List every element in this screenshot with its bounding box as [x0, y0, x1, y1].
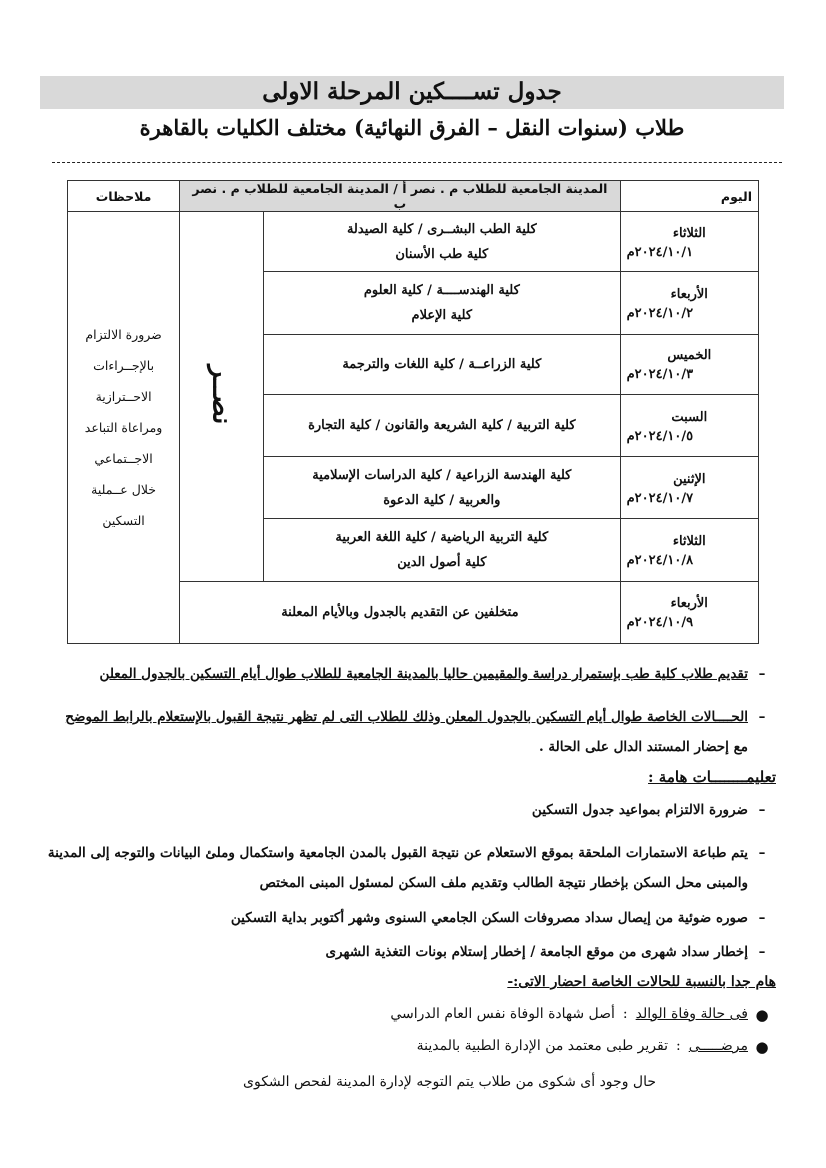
dash-bullet: –	[758, 709, 766, 725]
special-item	[46, 1038, 776, 1056]
colleges-cell	[264, 212, 621, 272]
special-sep: :	[675, 1038, 681, 1054]
special-heading-text: هام جدا بالنسبة للحالات الخاصة احضار الاتى:-	[507, 974, 776, 990]
dash-bullet: –	[758, 802, 766, 818]
dash-bullet: –	[758, 845, 766, 861]
header-notes: ملاحظات	[68, 181, 180, 212]
day-name: الأربعاء	[670, 287, 708, 302]
special-item	[46, 1006, 776, 1024]
day-date: ٢٠٢٤/١٠/١م	[626, 244, 694, 260]
day-cell	[620, 272, 758, 334]
day-date: ٢٠٢٤/١٠/٩م	[626, 615, 694, 631]
special-label: مرضـــــى	[688, 1038, 748, 1054]
note-p1	[46, 666, 776, 682]
colleges-cell	[264, 457, 621, 519]
notes-line: ومراعاة التباعد	[84, 420, 163, 436]
college-line: والعربية / كلية الدعوة	[383, 492, 501, 508]
instruction-item	[46, 910, 776, 926]
instruction-text: ضرورة الالتزام بمواعيد جدول التسكين	[531, 802, 748, 818]
schedule-table	[67, 180, 759, 644]
page-subtitle: طلاب (سنوات النقل – الفرق النهائية) مختلف الكليات بالقاهرة	[139, 115, 685, 140]
college-line: متخلفين عن التقديم بالجدول وبالأيام المعلنة	[281, 604, 519, 620]
college-line: كلية الطب البشــرى / كلية الصيدلة	[346, 221, 537, 237]
day-name: الإثنين	[673, 471, 706, 487]
college-line: كلية الإعلام	[411, 308, 473, 323]
day-name: السبت	[671, 409, 708, 425]
notes-line: خلال عــملية	[91, 482, 157, 498]
notes-line: الاحــترازية	[95, 389, 152, 405]
day-date: ٢٠٢٤/١٠/٧م	[626, 490, 694, 506]
notes-line: ضرورة الالتزام	[85, 327, 162, 343]
special-value: أصل شهادة الوفاة نفس العام الدراسي	[390, 1006, 615, 1022]
instruction-text: يتم طباعة الاستمارات الملحقة بموقع الاستعلام عن نتيجة القبول بالمدن الجامعية واستكمال وملئ البيانات والتوجه إلى المدينة والمبنى محل السكن بإخطار نتيجة الطالب وتقديم ملف السكن لمسئول المبنى المختص	[47, 845, 748, 891]
instruction-item	[46, 802, 776, 818]
day-name: الخميس	[667, 348, 712, 364]
colleges-cell	[264, 334, 621, 394]
nasr-cell	[180, 212, 264, 582]
day-cell	[620, 334, 758, 394]
college-line: كلية طب الأسنان	[395, 246, 489, 262]
notes-cell	[68, 212, 180, 644]
colleges-cell	[264, 394, 621, 456]
table-header-row	[68, 181, 759, 212]
college-line: كلية التربية / كلية الشريعة والقانون / كلية التجارة	[308, 418, 576, 434]
day-cell	[620, 212, 758, 272]
day-name: الأربعاء	[670, 596, 708, 612]
instruction-text: صوره ضوئية من إيصال سداد مصروفات السكن الجامعي السنوى وشهر أكتوبر بداية التسكين	[230, 910, 748, 926]
instruction-text: إخطار سداد شهرى من موقع الجامعة / إخطار إستلام بونات التغذية الشهرى	[325, 944, 748, 960]
day-cell	[620, 581, 758, 643]
day-cell	[620, 457, 758, 519]
college-line: كلية الهندســــة / كلية العلوم	[363, 283, 520, 298]
day-date: ٢٠٢٤/١٠/٥م	[626, 428, 694, 444]
notes-line: التسكين	[102, 513, 145, 529]
college-line: كلية الهندسة الزراعية / كلية الدراسات الإسلامية	[312, 467, 572, 483]
dash-bullet: –	[758, 666, 766, 682]
college-line: كلية الزراعــة / كلية اللغات والترجمة	[342, 356, 542, 372]
header-city: المدينة الجامعية للطلاب م . نصر أ / المدينة الجامعية للطلاب م . نصر ب	[180, 181, 620, 212]
page-title: جدول تســــكين المرحلة الاولى	[262, 78, 562, 105]
college-line: كلية أصول الدين	[397, 555, 487, 571]
instructions-heading-text: تعليمــــــــات هامة :	[648, 768, 776, 786]
day-name: الثلاثاء	[672, 534, 706, 550]
colleges-cell	[180, 581, 620, 643]
note-text: الحــــالات الخاصة طوال أيام التسكين بالجدول المعلن وذلك للطلاب التى لم تظهر نتيجة القبول بالإستعلام بالرابط الموضح	[65, 709, 748, 725]
instruction-item	[46, 944, 776, 960]
day-date: ٢٠٢٤/١٠/٢م	[626, 306, 694, 321]
note-text: تقديم طلاب كلية طب بإستمرار دراسة والمقيمين حاليا بالمدينة الجامعية للطلاب طوال أيام التسكين بالجدول المعلن	[99, 666, 748, 682]
instruction-item	[46, 838, 776, 898]
colleges-cell	[264, 519, 621, 581]
table-row	[68, 212, 759, 272]
divider	[52, 162, 782, 163]
header-day: اليوم	[620, 181, 758, 212]
colleges-cell	[264, 272, 621, 334]
day-cell	[620, 394, 758, 456]
day-cell	[620, 519, 758, 581]
dot-bullet: ●	[755, 1038, 769, 1056]
special-label: فى حالة وفاة الوالد	[635, 1006, 748, 1022]
note-p2	[46, 702, 776, 762]
instructions-heading	[46, 768, 776, 786]
nasr-vertical-label: نصــر	[206, 364, 237, 425]
note-text-cont: مع إحضار المستند الدال على الحالة .	[538, 739, 748, 755]
complaint-note	[46, 1074, 776, 1090]
dash-bullet: –	[758, 944, 766, 960]
day-date: ٢٠٢٤/١٠/٣م	[626, 367, 694, 383]
notes-line: بالإجــراءات	[93, 358, 155, 374]
day-name: الثلاثاء	[672, 225, 706, 241]
dot-bullet: ●	[755, 1006, 769, 1024]
special-value: تقرير طبى معتمد من الإدارة الطبية بالمدينة	[416, 1038, 668, 1054]
college-line: كلية التربية الرياضية / كلية اللغة العربية	[335, 530, 549, 546]
day-date: ٢٠٢٤/١٠/٨م	[626, 553, 694, 569]
notes-line: الاجــتماعي	[94, 451, 153, 467]
dash-bullet: –	[758, 910, 766, 926]
complaint-text: حال وجود أى شكوى من طلاب يتم التوجه لإدارة المدينة لفحص الشكوى	[243, 1074, 656, 1090]
special-sep: :	[622, 1006, 628, 1022]
special-heading	[46, 974, 776, 990]
